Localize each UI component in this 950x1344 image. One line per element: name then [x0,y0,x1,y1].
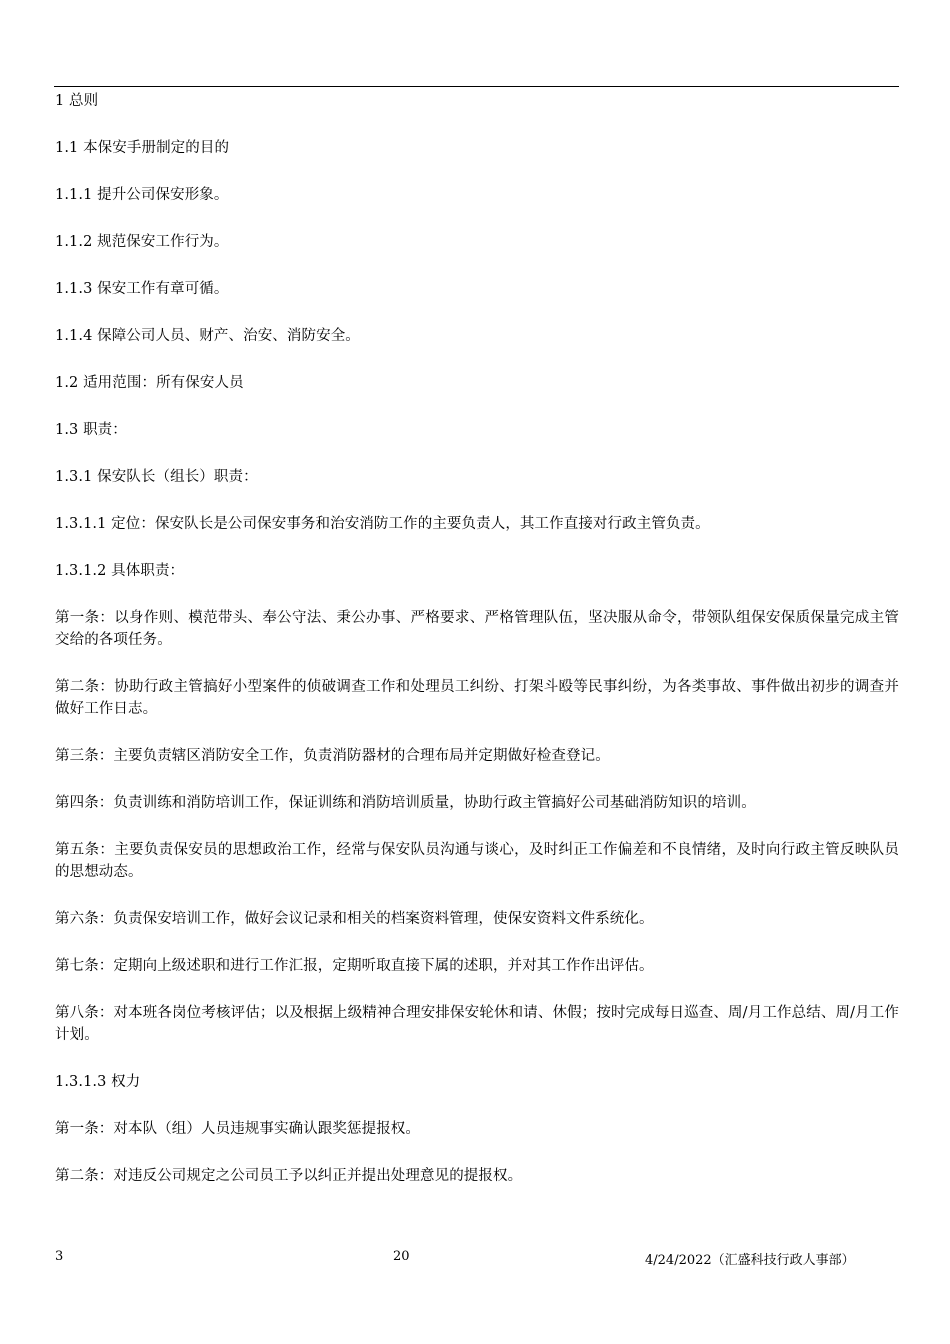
purpose-item-2: 1.1.2 规范保安工作行为。 [55,234,229,250]
footer-left-number: 3 [55,1249,64,1264]
heading-purpose: 1.1 本保安手册制定的目的 [55,140,230,156]
heading-specific-duties: 1.3.1.2 具体职责： [55,563,185,579]
page-footer [0,1249,950,1269]
captain-positioning: 1.3.1.1 定位：保安队长是公司保安事务和治安消防工作的主要负责人，其工作直接对行政主管负责。 [55,516,710,532]
heading-duties: 1.3 职责： [55,422,127,438]
duty-article-2: 第二条：协助行政主管搞好小型案件的侦破调查工作和处理员工纠纷、打架斗殴等民事纠纷，为各类事故、事件做出初步的调查并做好工作日志。 [55,679,899,717]
footer-date-department: 4/24/2022（汇盛科技行政人事部） [645,1253,855,1268]
document-body [55,90,899,1212]
duty-article-6: 第六条：负责保安培训工作，做好会议记录和相关的档案资料管理，使保安资料文件系统化。 [55,911,654,927]
duty-article-1: 第一条：以身作则、模范带头、奉公守法、秉公办事、严格要求、严格管理队伍，坚决服从命令，带领队组保安保质保量完成主管交给的各项任务。 [55,610,899,648]
duty-article-5: 第五条：主要负责保安员的思想政治工作，经常与保安队员沟通与谈心，及时纠正工作偏差和不良情绪，及时向行政主管反映队员的思想动态。 [55,842,899,880]
purpose-item-4: 1.1.4 保障公司人员、财产、治安、消防安全。 [55,328,360,344]
purpose-item-1: 1.1.1 提升公司保安形象。 [55,187,229,203]
duty-article-8: 第八条：对本班各岗位考核评估；以及根据上级精神合理安排保安轮休和请、休假；按时完成每日巡查、周/月工作总结、周/月工作计划。 [55,1005,899,1043]
purpose-item-3: 1.1.3 保安工作有章可循。 [55,281,229,297]
heading-general: 1 总则 [55,93,99,109]
duty-article-4: 第四条：负责训练和消防培训工作，保证训练和消防培训质量，协助行政主管搞好公司基础消防知识的培训。 [55,795,756,811]
authority-article-1: 第一条：对本队（组）人员违规事实确认跟奖惩提报权。 [55,1121,420,1137]
duty-article-3: 第三条：主要负责辖区消防安全工作，负责消防器材的合理布局并定期做好检查登记。 [55,748,610,764]
authority-article-2: 第二条：对违反公司规定之公司员工予以纠正并提出处理意见的提报权。 [55,1168,523,1184]
heading-scope: 1.2 适用范围：所有保安人员 [55,375,244,391]
header-rule [54,86,899,87]
duty-article-7: 第七条：定期向上级述职和进行工作汇报，定期听取直接下属的述职，并对其工作作出评估。 [55,958,654,974]
heading-captain-duties: 1.3.1 保安队长（组长）职责： [55,469,258,485]
heading-authority: 1.3.1.3 权力 [55,1074,141,1090]
footer-page-number: 20 [393,1249,410,1264]
